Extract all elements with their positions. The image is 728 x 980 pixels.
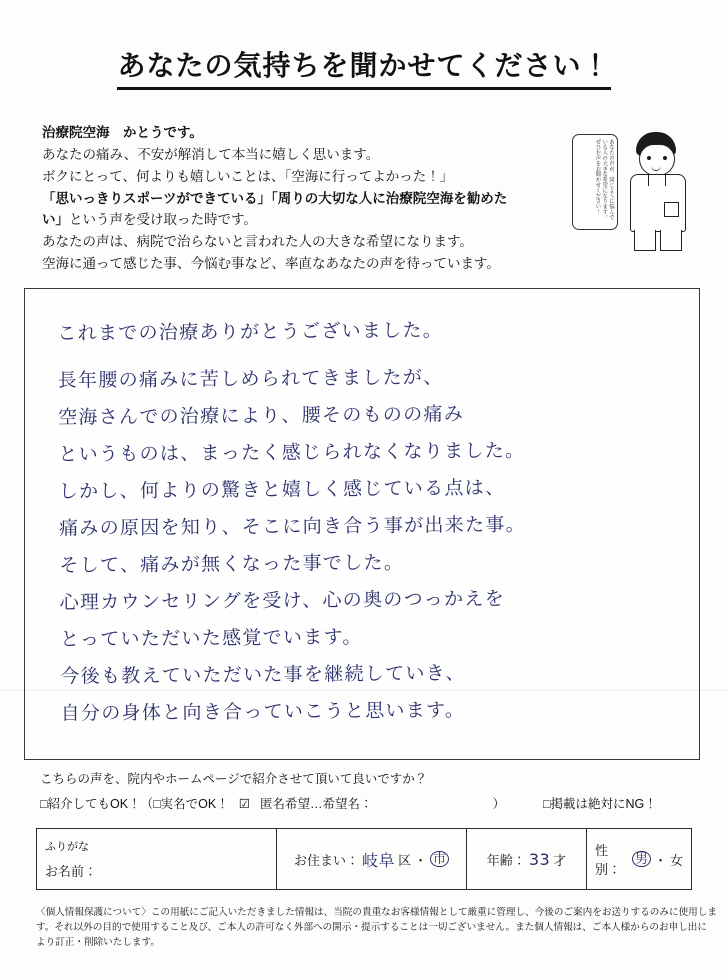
consent-question: こちらの声を、院内やホームページで紹介させて頂いて良いですか？ [40,772,428,786]
speech-bubble-text: あなたの声が、同じように悩んでいる人の大きな希望になります。ぜひお声をお聞かせください！ [572,134,618,230]
hand-line: 自分の身体と向き合っていこうと思います。 [60,699,466,725]
hand-line: 心理カウンセリングを受け、心の奥のつっかえを [59,587,506,614]
hand-line: というものは、まったく感じられなくなりました。 [58,439,526,466]
sex-male-option[interactable]: 男 [632,851,651,868]
mascot-character-icon [622,130,692,250]
consent-option-anonymous-mark[interactable]: ☑ [238,797,250,812]
privacy-line-1: 〈個人情報保護について〉この用紙にご記入いただきました情報は、当院の貴重なお客様情報として厳重に管理し、今後のご案内をお送りするのみに使用しま [36,907,717,918]
intro-message [42,122,572,275]
privacy-line-3: より訂正・削除いたします。 [36,936,160,948]
mascot-collar [648,174,666,186]
handwritten-text [57,310,671,732]
mascot-leg-left [634,230,656,251]
sex-separator: ・ [653,852,667,868]
consent-options [40,795,700,814]
sex-female-option[interactable]: 女 [669,852,683,868]
name-cell[interactable] [37,829,277,889]
age-unit: 才 [553,852,567,868]
intro-line-2: あなたの痛み、不安が解消して本当に嬉しく思います。 [42,146,380,162]
address-label: お住まい： [293,852,359,868]
privacy-line-2: す。それ以外の目的で使用すること及び、ご本人の許可なく外部への開示・提示することは一切ございません。また個人情報は、ご本人様からのお申し出に [36,921,707,933]
hand-line: 痛みの原因を知り、そこに向き合う事が出来た事。 [58,513,527,540]
mascot-leg-right [660,230,682,251]
hand-line: これまでの治療ありがとうございました。 [57,319,444,345]
mascot-illustration [572,130,692,255]
name-label: お名前： [45,864,98,879]
consent-option-public[interactable]: □紹介してもOK！（□実名でOK！ [40,797,229,812]
mascot-eye-right [663,156,667,160]
hand-line: 今後も教えていただいた事を継続していき、 [60,662,466,688]
address-sep: ・ [414,852,428,868]
hand-line: とっていただいた感覚でいます。 [59,626,363,651]
furigana-label: ふりがな [45,841,89,853]
consent-section [40,770,700,815]
intro-line-6: あなたの声は、病院で治らないと言われた人の大きな希望になります。 [42,234,473,250]
sex-cell[interactable] [587,829,691,889]
consent-option-ng[interactable]: □掲載は絶対にNG！ [542,797,657,812]
address-shi[interactable]: 市 [430,851,449,868]
age-label: 年齢： [486,852,526,868]
address-ku[interactable]: 区 [397,852,411,868]
hand-line: しかし、何よりの驚きと嬉しく感じている点は、 [58,476,506,503]
hand-line: 長年腰の痛みに苦しめられてきましたが、 [57,366,444,392]
intro-line-1: 治療院空海 かとうです。 [42,125,203,140]
hand-line: 空海さんでの治療により、腰そのものの痛み [57,403,465,429]
address-cell[interactable] [277,829,467,889]
page-title: あなたの気持ちを聞かせてください！ [117,44,610,90]
mascot-eye-left [647,156,651,160]
page-title-wrap [0,44,728,90]
privacy-notice [36,906,717,951]
intro-line-3: ボクにとって、何よりも嬉しいことは、「空海に行ってよかった！」 [42,168,454,184]
age-cell[interactable] [467,829,587,889]
consent-paren-close: ） [492,797,505,812]
age-value: 33 [528,849,551,869]
mascot-face [639,144,675,176]
intro-line-7: 空海に通って感じた事、今悩む事など、率直なあなたの声を待っています。 [42,256,500,272]
scan-fold-line [0,690,728,691]
intro-line-4: 「思いっきりスポーツができている」「周りの大切な人に治療院空海を勧めた [42,190,508,206]
hand-line: そして、痛みが無くなった事でした。 [59,551,405,577]
sex-label: 性別： [595,843,622,877]
intro-line-5-rest: という声を受け取った時です。 [69,212,257,228]
consent-option-anonymous[interactable]: 匿名希望…希望名： [259,797,373,812]
respondent-info-table [36,828,692,890]
mascot-pocket [664,202,679,217]
address-value: 岐阜 [361,850,395,870]
intro-line-5-prefix: い」 [42,212,69,228]
